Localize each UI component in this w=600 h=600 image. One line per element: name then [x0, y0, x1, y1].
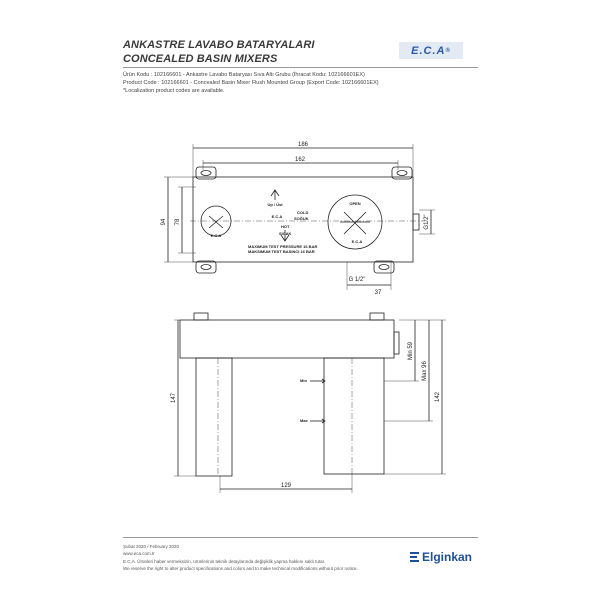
- dim-height-inner: 78: [175, 218, 181, 226]
- footer-note-english: We reserve the right to alter product specifications and colors and to make technical modifications without prior notice.: [123, 566, 358, 571]
- label-cold: COLD: [297, 210, 309, 215]
- front-clip-right: [370, 313, 384, 320]
- localization-note: *Localization product codes are available.: [123, 88, 225, 94]
- product-code-turkish: Ürün Kodu : 102166601 - Ankastre Lavabo Bataryası Sıva Altı Grubu (İhracat Kodu: 102166601EX): [123, 72, 365, 78]
- registered-mark: ®: [445, 47, 451, 54]
- label-cold-tr: SOĞUK: [294, 216, 309, 221]
- elginkan-mark-icon: [410, 552, 419, 562]
- dim-bottom-offset: 37: [374, 290, 382, 296]
- up-arrow-icon: [271, 190, 279, 200]
- badge-center: E.C.A: [271, 214, 283, 219]
- dim-width: 129: [280, 483, 292, 489]
- label-hot-tr: SICAK: [279, 231, 292, 236]
- eca-logo-text: E.C.A: [411, 44, 446, 57]
- page-title-english: CONCEALED BASIN MIXERS: [123, 53, 278, 65]
- dim-total-left: 147: [171, 392, 177, 404]
- dim-total-right: 142: [435, 391, 441, 403]
- dim-bottom-thread: G 1/2": [348, 277, 366, 283]
- pressure-label-en: MAXIMUM TEST PRESSURE 16 BAR: [248, 244, 318, 249]
- footer-note-turkish: E.C.A. Ürünleri haber vermeksizin, ürünlerinin teknik detaylarında değişiklik yapma hakkını saklı tutar.: [123, 559, 326, 564]
- dim-height-outer: 94: [161, 218, 167, 226]
- label-hot: HOT: [281, 224, 290, 229]
- label-up: Up / Üst: [267, 202, 283, 207]
- label-min: Min: [300, 378, 307, 383]
- right-cartridge: [324, 358, 384, 474]
- front-clip-left: [194, 313, 208, 320]
- dim-min-depth: Min 59: [408, 341, 414, 361]
- footer-url[interactable]: www.eca.com.tr: [123, 551, 155, 556]
- label-open: OPEN: [349, 201, 361, 206]
- front-view-body: [180, 320, 394, 358]
- badge-left: E.C.A: [210, 233, 222, 238]
- footer-date: Şubat 2020 / February 2020: [123, 544, 180, 549]
- page-title-turkish: ANKASTRE LAVABO BATARYALARI: [123, 39, 315, 51]
- label-max: Max: [300, 418, 308, 423]
- badge-right: E.C.A: [351, 239, 363, 244]
- elginkan-logo: [410, 550, 472, 564]
- pressure-label-tr: MAKSIMUM TEST BASINCI 16 BAR: [248, 249, 315, 254]
- mount-ear-bottom-left: [196, 261, 216, 273]
- left-cartridge: [196, 358, 232, 476]
- dim-max-depth: Max 96: [422, 361, 428, 381]
- dim-inner-width: 162: [294, 157, 306, 163]
- footer-divider: [123, 537, 478, 538]
- side-outlet-fitting: [413, 214, 419, 230]
- product-code-english: Product Code : 102166601 - Concealed Basin Mixer Flush Mounted Group (Export Code: 102166601EX): [123, 80, 379, 86]
- dim-overall-width: 186: [297, 142, 309, 148]
- dim-side-thread: G1/2": [424, 214, 430, 230]
- elginkan-brand-text: Elginkan: [422, 550, 473, 564]
